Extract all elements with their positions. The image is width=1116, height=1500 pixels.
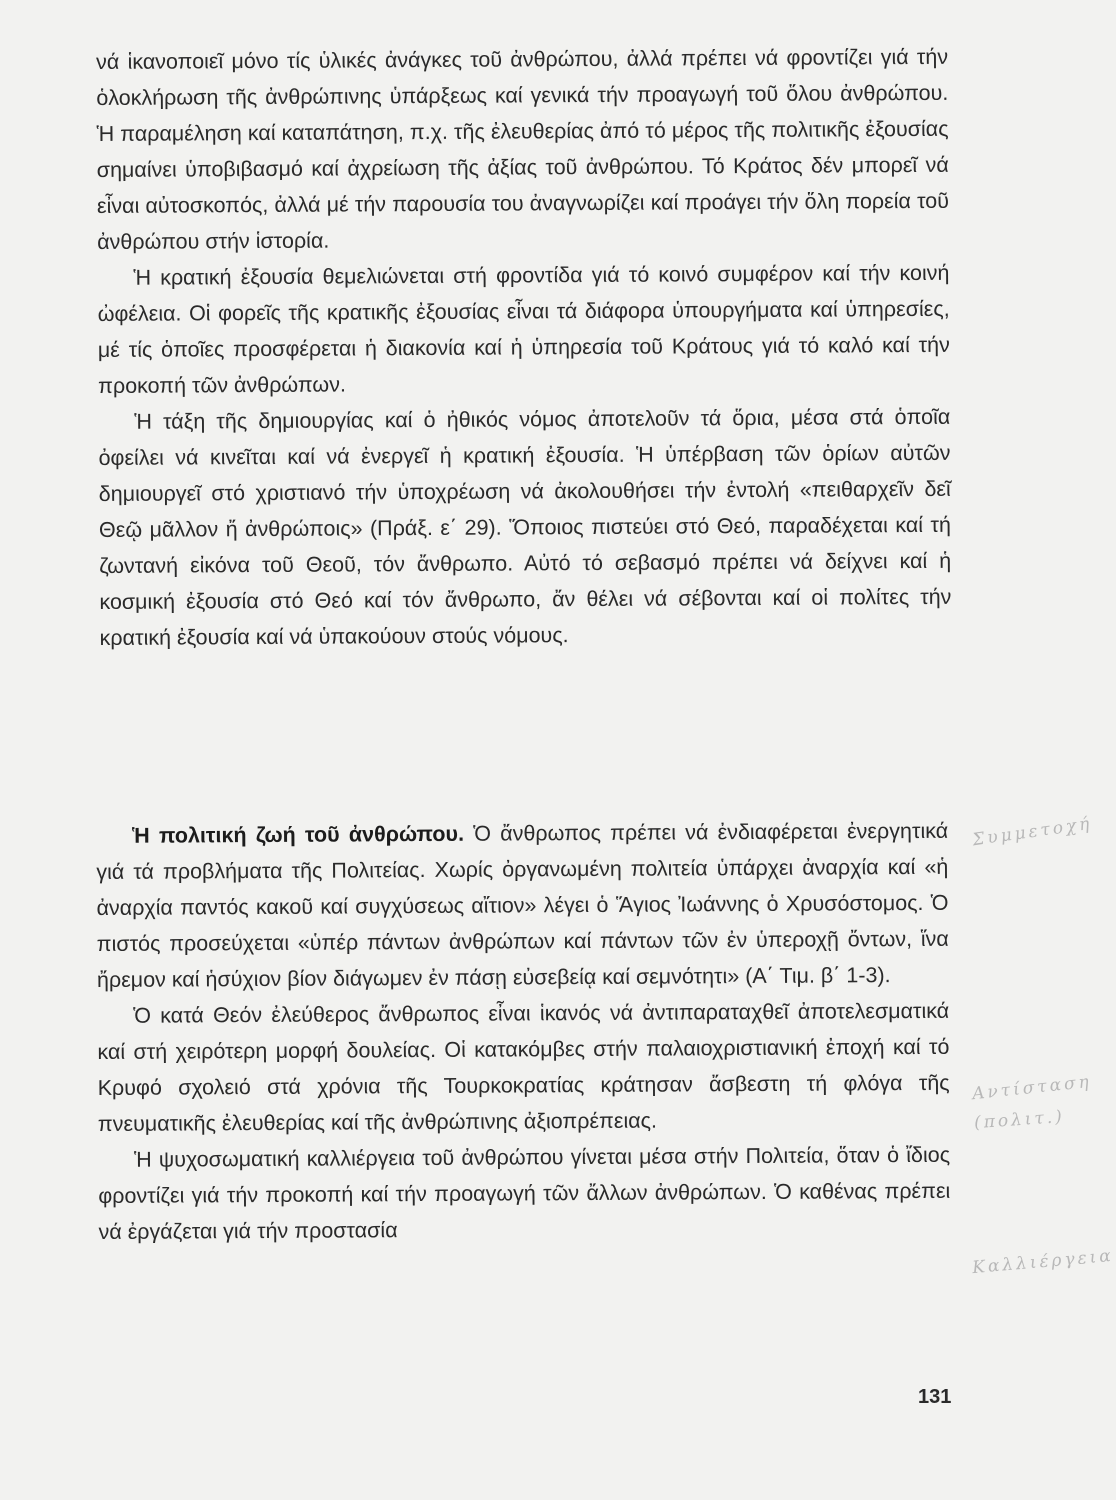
- paragraph-3: Ἡ τάξη τῆς δημιουργίας καί ὁ ἠθικός νόμος ἀποτελοῦν τά ὅρια, μέσα στά ὁποῖα ὀφείλει νά κινεῖται καί νά ἐνεργεῖ ἡ κρατική ἐξουσία. Ἡ ὑπέρβαση τῶν ὁρίων αὐτῶν δημιουργεῖ στό χριστιανό τήν ὑποχρέωση νά ἀκολουθήσει τήν ἐντολή «πειθαρχεῖν δεῖ Θεῷ μᾶλλον ἤ ἀνθρώποις» (Πράξ. ε΄ 29). Ὅποιος πιστεύει στό Θεό, παραδέχεται καί τή ζωντανή εἰκόνα τοῦ Θεοῦ, τόν ἄνθρωπο. Αὐτό τό σεβασμό πρέπει νά δείχνει καί ἡ κοσμική ἐξουσία στό Θεό καί τόν ἄνθρωπο, ἄν θέλει νά σέβονται καί οἱ πολίτες τήν κρατική ἐξουσία καί νά ὑπακούουν στούς νόμους.: [98, 404, 952, 650]
- section-heading: Ἡ πολιτική ζωή τοῦ ἀνθρώπου.: [132, 821, 465, 848]
- paragraph-6: Ἡ ψυχοσωματική καλλιέργεια τοῦ ἀνθρώπου γίνεται μέσα στήν Πολιτεία, ὅταν ὁ ἴδιος φροντίζει γιά τήν προκοπή καί τήν προαγωγή τῶν ἄλλων ἀνθρώπων. Ὁ καθένας πρέπει νά ἐργάζεται γιά τήν προστασία: [98, 1142, 951, 1244]
- margin-note-2: Αντίσταση: [971, 1071, 1093, 1105]
- text-section-state-authority: [96, 39, 952, 656]
- margin-note-3: (πολιτ.): [973, 1106, 1066, 1134]
- paragraph-5: Ὁ κατά Θεόν ἐλεύθερος ἄνθρωπος εἶναι ἱκανός νά ἀντιπαραταχθεῖ ἀποτελεσματικά καί στή χειρότερη μορφή δουλείας. Οἱ κατακόμβες στήν παλαιοχριστιανική ἐποχή καί τό Κρυφό σχολειό στά χρόνια τῆς Τουρκοκρατίας κράτησαν ἄσβεστη τή φλόγα τῆς πνευματικῆς ἐλευθερίας καί τῆς ἀνθρώπινης ἀξιοπρέπειας.: [97, 998, 950, 1136]
- paragraph-4: [96, 813, 949, 998]
- paragraph-2: Ἡ κρατική ἐξουσία θεμελιώνεται στή φροντίδα γιά τό κοινό συμφέρον καί τήν κοινή ὠφέλεια. Οἱ φορεῖς τῆς κρατικῆς ἐξουσίας εἶναι τά διάφορα ὑπουργήματα καί ὑπηρεσίες, μέ τίς ὁποῖες προσφέρεται ἡ διακονία καί ἡ ὑπηρεσία τοῦ Κράτους γιά τό καλό καί τήν προκοπή τῶν ἀνθρώπων.: [97, 260, 950, 398]
- paragraph-1: νά ἱκανοποιεῖ μόνο τίς ὑλικές ἀνάγκες τοῦ ἀνθρώπου, ἀλλά πρέπει νά φροντίζει γιά τήν ὁλοκλήρωση τῆς ἀνθρώπινης ὑπάρξεως καί γενικά τήν προαγωγή τοῦ ὅλου ἀνθρώπου. Ἡ παραμέληση καί καταπάτηση, π.χ. τῆς ἐλευθερίας ἀπό τό μέρος τῆς πολιτικῆς ἐξουσίας σημαίνει ὑποβιβασμό καί ἀχρείωση τῆς ἀξίας τοῦ ἀνθρώπου. Τό Κράτος δέν μπορεῖ νά εἶναι αὐτοσκοπός, ἀλλά μέ τήν παρουσία του ἀναγνωρίζει καί προάγει τήν ὅλη πορεία τοῦ ἀνθρώπου στήν ἱστορία.: [96, 44, 950, 254]
- text-section-political-life: [96, 813, 951, 1250]
- paragraph-4-body: Ὁ ἄνθρωπος πρέπει νά ἐνδιαφέρεται ἐνεργητικά γιά τά προβλήματα τῆς Πολιτείας. Χωρίς ὀργανωμένη πολιτεία ὑπάρχει ἀναρχία καί «ἡ ἀναρχία παντός κακοῦ καί συγχύσεως αἴτιον» λέγει ὁ Ἅγιος Ἰωάννης ὁ Χρυσόστομος. Ὁ πιστός προσεύχεται «ὑπέρ πάντων ἀνθρώπων καί πάντων τῶν ἐν ὑπεροχῇ ὄντων, ἵνα ἤρεμον καί ἡσύχιον βίον διάγωμεν ἐν πάσῃ εὐσεβείᾳ καί σεμνότητι» (Α΄ Τιμ. β΄ 1-3).: [96, 818, 949, 992]
- margin-note-4: Καλλιέργεια: [971, 1245, 1115, 1279]
- margin-note-1: Συμμετοχή: [971, 813, 1094, 851]
- page-number: 131: [918, 1386, 952, 1408]
